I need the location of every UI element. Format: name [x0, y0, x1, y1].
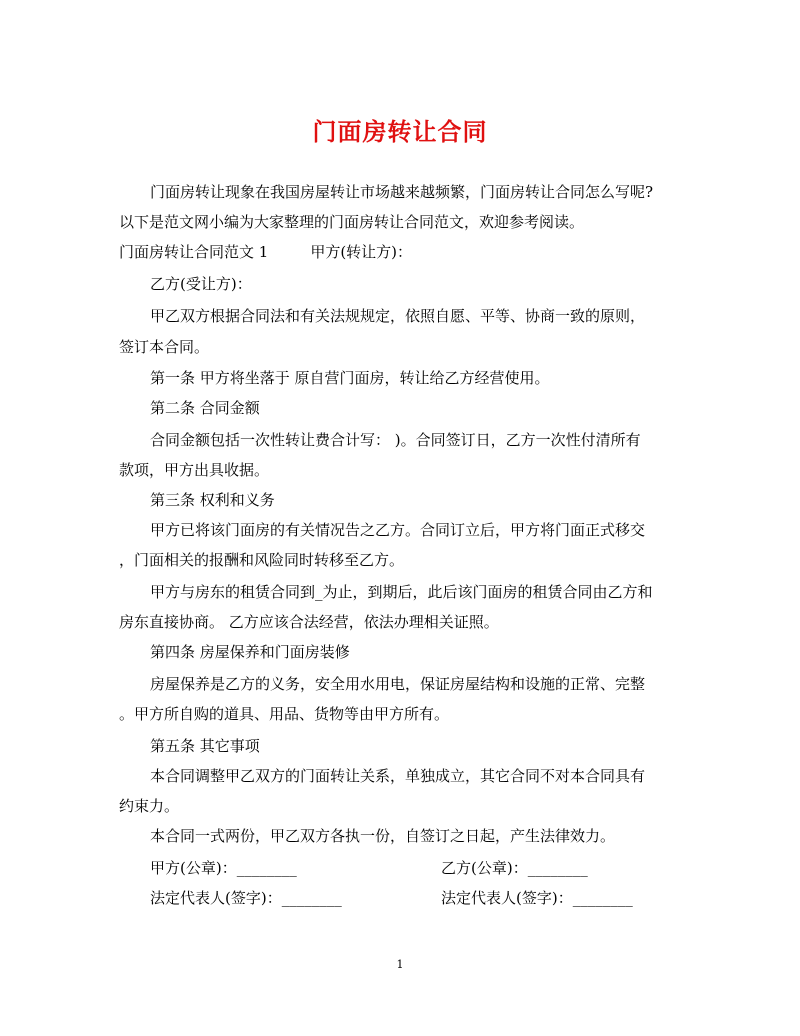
clause-heading: 第四条 房屋保养和门面房装修: [150, 643, 350, 661]
paragraph-line: 甲乙双方根据合同法和有关法规规定，依照自愿、平等、协商一致的原则，: [150, 307, 646, 325]
clause-heading: 第三条 权利和义务: [150, 491, 275, 509]
paragraph-line: 约束力。: [119, 797, 180, 815]
paragraph-line: 。甲方所自购的道具、用品、货物等由甲方所有。: [119, 705, 450, 723]
paragraph-line: 房东直接协商。 乙方应该合法经营，依法办理相关证照。: [119, 613, 499, 631]
clause-line: 第一条 甲方将坐落于 原自营门面房，转让给乙方经营使用。: [150, 369, 550, 387]
party-b-seal-line: 乙方(公章)：________: [441, 859, 588, 877]
sample-label: 门面房转让合同范文 1: [119, 243, 269, 261]
paragraph-line: 以下是范文网小编为大家整理的门面房转让合同范文，欢迎参考阅读。: [119, 213, 585, 231]
document-title: 门面房转让合同: [312, 117, 488, 146]
page-number: 1: [396, 958, 404, 971]
paragraph-line: [119, 242, 412, 262]
party-b-representative-line: 法定代表人(签字)：________: [441, 889, 633, 907]
paragraph-line: 款项，甲方出具收据。: [119, 461, 270, 479]
paragraph-line: 甲方与房东的租赁合同到_为止，到期后，此后该门面房的租赁合同由乙方和: [150, 583, 653, 601]
paragraph-line: 门面房转让现象在我国房屋转让市场越来越频繁，门面房转让合同怎么写呢?: [150, 183, 654, 201]
clause-heading: 第五条 其它事项: [150, 737, 260, 755]
party-a-representative-line: 法定代表人(签字)：________: [150, 889, 342, 907]
paragraph-line: 合同金额包括一次性转让费合计写： )。合同签订日，乙方一次性付清所有: [150, 431, 641, 449]
clause-heading: 第二条 合同金额: [150, 399, 260, 417]
paragraph-line: 本合同一式两份，甲乙双方各执一份，自签订之日起，产生法律效力。: [150, 827, 616, 845]
paragraph-line: 本合同调整甲乙双方的门面转让关系，单独成立，其它合同不对本合同具有: [150, 767, 646, 785]
party-a-seal-line: 甲方(公章)：________: [150, 859, 297, 877]
party-a-label: 甲方(转让方)：: [310, 243, 413, 261]
paragraph-line: 乙方(受让方)：: [150, 275, 252, 293]
paragraph-line: 甲方已将该门面房的有关情况告之乙方。合同订立后，甲方将门面正式移交: [150, 521, 646, 539]
paragraph-line: 房屋保养是乙方的义务，安全用水用电，保证房屋结构和设施的正常、完整: [150, 675, 646, 693]
paragraph-line: ，门面相关的报酬和风险同时转移至乙方。: [119, 551, 405, 569]
paragraph-line: 签订本合同。: [119, 338, 210, 356]
